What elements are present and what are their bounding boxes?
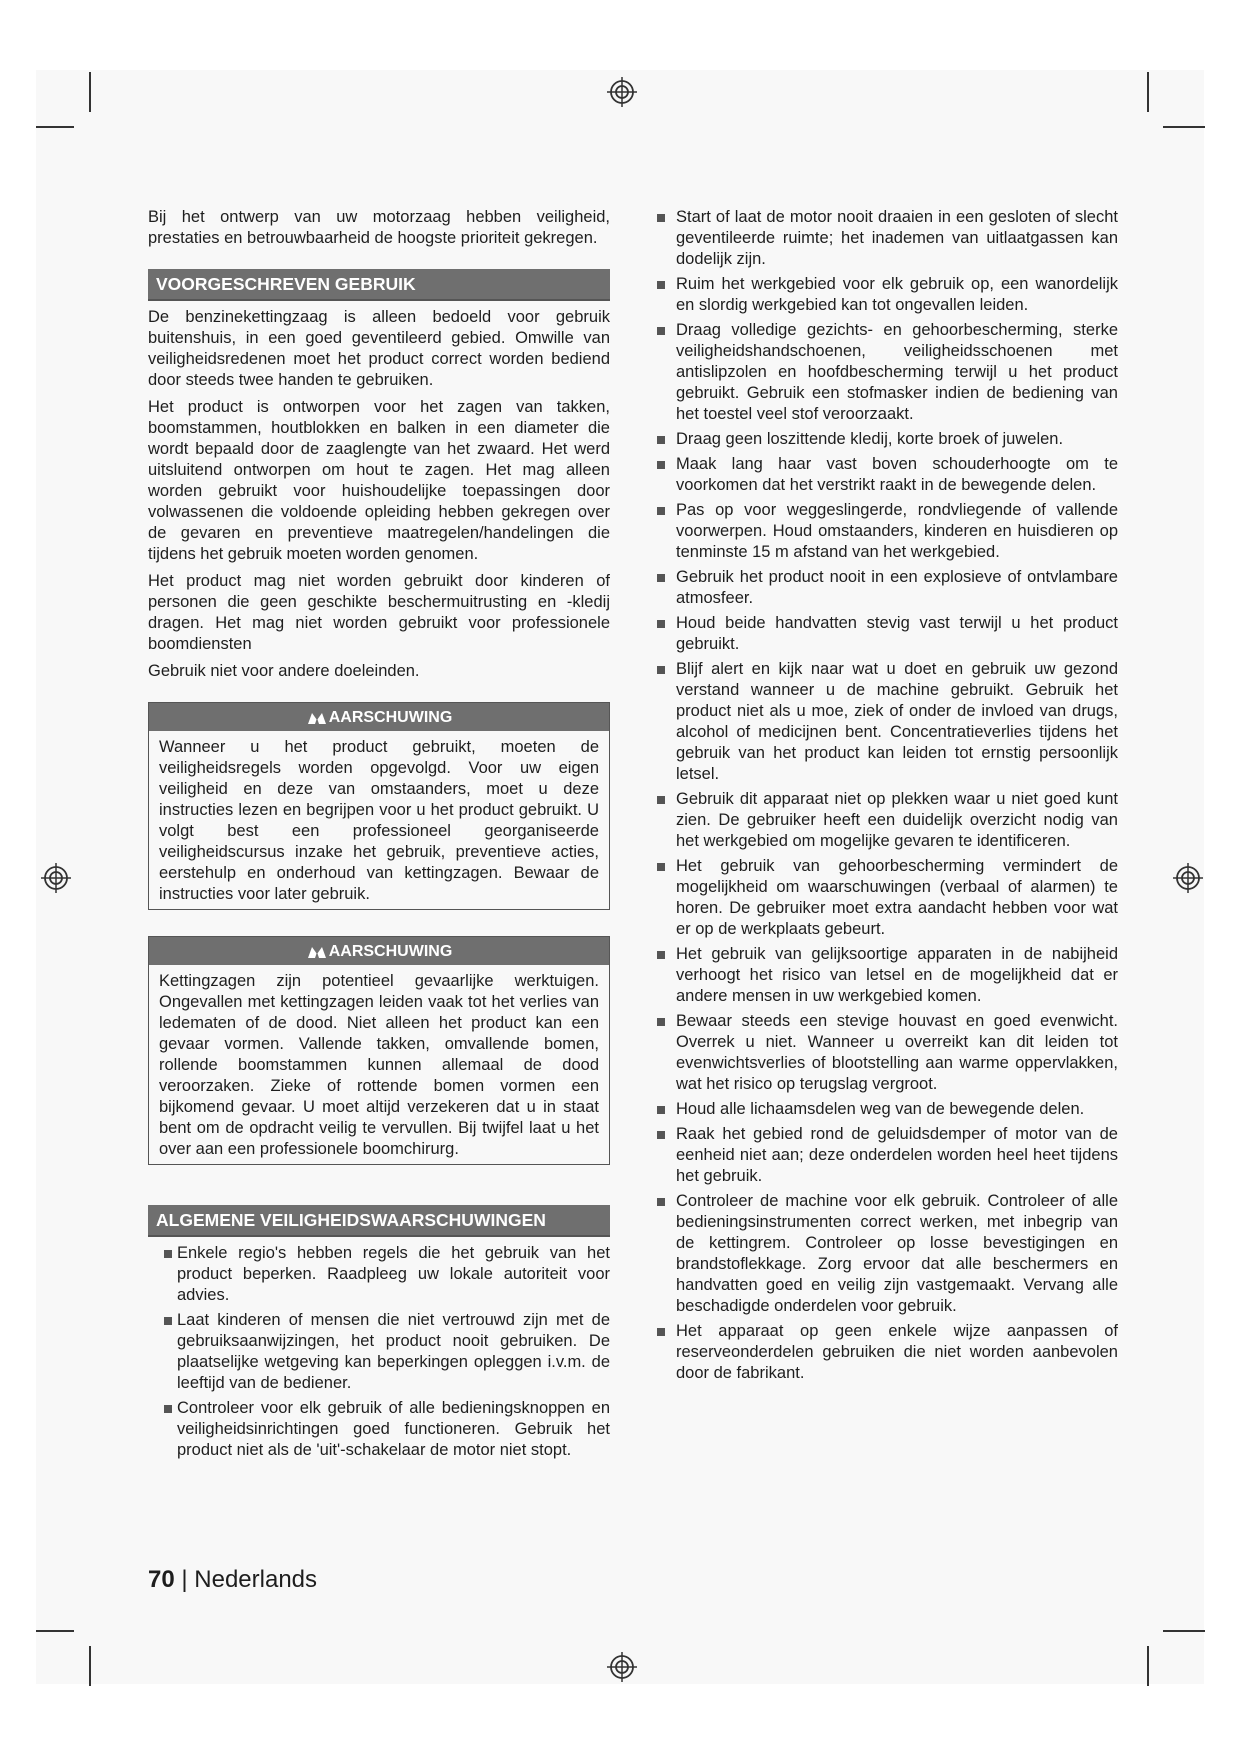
section-heading-intended-use: VOORGESCHREVEN GEBRUIK [148,269,610,301]
list-item-text: Gebruik dit apparaat niet op plekken waar u niet goed kunt zien. De gebruiker heeft een duidelijk overzicht nodig van het werkgebied om mogelijke gevaren te identificeren. [676,790,1118,850]
list-item [656,207,1118,270]
bullet-square-icon [657,281,665,289]
registration-mark-icon [1173,863,1203,893]
crop-mark [1163,126,1205,128]
safety-list [656,207,1118,1384]
warning-title-text: AARSCHUWING [328,942,453,960]
list-item [656,500,1118,563]
general-safety-list [148,1243,610,1461]
list-item [656,567,1118,609]
bullet-square-icon [657,1328,665,1336]
bullet-square-icon [657,951,665,959]
list-item [656,613,1118,655]
crop-mark [36,1630,74,1632]
crop-mark [89,1646,91,1686]
list-item-text: Laat kinderen of mensen die niet vertrouwd zijn met de gebruiksaanwijzingen, het product nooit gebruiken. De plaatselijke wetgeving kan beperkingen opleggen i.v.m. de leeftijd van de bediener. [177,1311,610,1392]
bullet-square-icon [657,461,665,469]
list-item-text: Ruim het werkgebied voor elk gebruik op, een wanordelijk en slordig werkgebied kan tot ongevallen leiden. [676,275,1118,314]
warning-title-text: AARSCHUWING [328,708,453,726]
list-item-text: Blijf alert en kijk naar wat u doet en gebruik uw gezond verstand wanneer u de machine gebruikt. Gebruik het product niet als u moe, ziek of onder de invloed van drugs, alcohol of medicijnen bent. Concentratieverlies tijdens het gebruik van het product kan leiden tot ernstig persoonlijk letsel. [676,660,1118,783]
list-item [656,429,1118,450]
paragraph: Gebruik niet voor andere doeleinden. [148,662,420,680]
bullet-square-icon [657,1131,665,1139]
list-item [656,659,1118,785]
warning-box [148,936,610,1165]
list-item-text: Controleer de machine voor elk gebruik. Controleer of alle bedieningsinstrumenten correct werken, met inbegrip van de kettingrem. Controleer op losse bevestigingen en brandstoflekkage. Zorg ervoor dat alle beschermers en handvatten goed en veilig zijn vastgemaakt. Vervang alle beschadigde onderdelen voor gebruik. [676,1192,1118,1315]
bullet-square-icon [657,507,665,515]
list-item [656,1191,1118,1317]
list-item-text: Controleer voor elk gebruik of alle bedieningsknoppen en veiligheidsinrichtingen goed functioneren. Gebruik het product niet als de 'uit'-schakelaar de motor niet stopt. [177,1399,610,1459]
list-item-text: Draag geen loszittende kledij, korte broek of juwelen. [676,430,1064,448]
list-item [656,1099,1118,1120]
list-item-text: Pas op voor weggeslingerde, rondvliegende of vallende voorwerpen. Houd omstaanders, kinderen en huisdieren op tenminste 15 m afstand van het werkgebied. [676,501,1118,561]
bullet-square-icon [164,1317,172,1325]
list-item-text: Enkele regio's hebben regels die het gebruik van het product beperken. Raadpleeg uw lokale autoriteit voor advies. [177,1244,610,1304]
list-item [148,1398,610,1461]
right-column [656,207,1118,1388]
crop-mark [1147,72,1149,112]
crop-mark [1163,1630,1205,1632]
page-number: 70 [148,1566,175,1593]
footer-separator: | [181,1566,188,1593]
warning-triangle-icon [306,709,328,725]
warning-body [149,731,609,909]
left-column [148,207,610,1465]
list-item-text: Draag volledige gezichts- en gehoorbescherming, sterke veiligheidshandschoenen, veiligheidsschoenen met antislipzolen en hoofdbescherming terwijl u het product gebruikt. Gebruik een stofmasker indien de bediening van het toestel veel stof veroorzaakt. [676,321,1118,423]
bullet-square-icon [657,620,665,628]
list-item [148,1243,610,1306]
bullet-square-icon [657,327,665,335]
bullet-square-icon [657,214,665,222]
list-item [656,789,1118,852]
bullet-square-icon [657,863,665,871]
crop-mark [89,72,91,112]
warning-text: Kettingzagen zijn potentieel gevaarlijke werktuigen. Ongevallen met kettingzagen leiden vaak tot het verlies van ledematen of de dood. Niet alleen het product kan een gevaar vormen. Vallende takken, omvallende bomen, rollende boomstammen kunnen allemaal de dood veroorzaken. Zieke of rottende bomen vormen een bijkomend gevaar. U moet altijd verzekeren dat u in staat bent om de opdracht veilig te vervullen. Bij twijfel laat u het over aan een professionele boomchirurg. [159,972,599,1158]
list-item [656,274,1118,316]
registration-mark-icon [41,863,71,893]
paragraph: Het product is ontworpen voor het zagen van takken, boomstammen, houtblokken en balken in een diameter die wordt bepaald door de zaaglengte van het zwaard. Het werd uitsluitend ontworpen om hout te zagen. Het mag alleen worden gebruikt voor huishoudelijke toepassingen door volwassenen die voldoende opleiding hebben gekregen over de gevaren en preventieve maatregelen/handelingen die tijdens het gebruik moeten worden genomen. [148,398,610,563]
footer-language: Nederlands [194,1566,318,1593]
bullet-square-icon [657,666,665,674]
list-item [656,454,1118,496]
bullet-square-icon [657,436,665,444]
list-item [656,856,1118,940]
list-item-text: Bewaar steeds een stevige houvast en goed evenwicht. Overrek u niet. Wanneer u overreikt kan dit leiden tot evenwichtsverlies of blootstelling aan warme oppervlakken, wat het risico op terugslag vergroot. [676,1012,1118,1093]
paragraph: De benzinekettingzaag is alleen bedoeld voor gebruik buitenshuis, in een goed geventileerd gebied. Omwille van veiligheidsredenen moet het product correct worden bediend door steeds twee handen te gebruiken. [148,308,610,389]
warning-body [149,965,609,1164]
paragraph: Het product mag niet worden gebruikt door kinderen of personen die geen geschikte beschermuitrusting en -kledij dragen. Het mag niet worden gebruikt voor professionele boomdiensten [148,572,610,653]
list-item-text: Start of laat de motor nooit draaien in een gesloten of slecht geventileerde ruimte; het inademen van uitlaatgassen kan dodelijk zijn. [676,208,1118,268]
registration-mark-icon [607,1652,637,1682]
section-heading-general-safety: ALGEMENE VEILIGHEIDSWAARSCHUWINGEN [148,1205,610,1237]
list-item-text: Maak lang haar vast boven schouderhoogte om te voorkomen dat het verstrikt raakt in de bewegende delen. [676,455,1118,494]
list-item [656,1011,1118,1095]
warning-box [148,702,610,910]
list-item-text: Het gebruik van gelijksoortige apparaten in de nabijheid verhoogt het risico van letsel en de mogelijkheid dat er andere mensen in uw werkgebied komen. [676,945,1118,1005]
list-item-text: Het gebruik van gehoorbescherming vermindert de mogelijkheid om waarschuwingen (verbaal of alarmen) te horen. De gebruiker moet extra aandacht hebben voor wat er op de werkplaats gebeurt. [676,857,1118,938]
bullet-square-icon [164,1405,172,1413]
list-item [656,1124,1118,1187]
registration-mark-icon [607,77,637,107]
list-item-text: Raak het gebied rond de geluidsdemper of motor van de eenheid niet aan; deze onderdelen worden heel heet tijdens het gebruik. [676,1125,1118,1185]
warning-title [149,937,609,965]
bullet-square-icon [657,1198,665,1206]
list-item [656,320,1118,425]
warning-triangle-icon [306,943,328,959]
list-item [656,944,1118,1007]
bullet-square-icon [164,1250,172,1258]
bullet-square-icon [657,1106,665,1114]
list-item-text: Houd alle lichaamsdelen weg van de bewegende delen. [676,1100,1085,1118]
bullet-square-icon [657,1018,665,1026]
bullet-square-icon [657,574,665,582]
list-item-text: Houd beide handvatten stevig vast terwijl u het product gebruikt. [676,614,1118,653]
crop-mark [1147,1646,1149,1686]
warning-title [149,703,609,731]
list-item [148,1310,610,1394]
list-item [656,1321,1118,1384]
list-item-text: Gebruik het product nooit in een explosieve of ontvlambare atmosfeer. [676,568,1118,607]
crop-mark [36,126,74,128]
bullet-square-icon [657,796,665,804]
list-item-text: Het apparaat op geen enkele wijze aanpassen of reserveonderdelen gebruiken die niet worden aanbevolen door de fabrikant. [676,1322,1118,1382]
intro-paragraph: Bij het ontwerp van uw motorzaag hebben veiligheid, prestaties en betrouwbaarheid de hoogste prioriteit gekregen. [148,208,610,247]
warning-text: Wanneer u het product gebruikt, moeten de veiligheidsregels worden opgevolgd. Voor uw eigen veiligheid en deze van omstaanders, moet u deze instructies lezen en begrijpen voor u het product gebruikt. U volgt best een professioneel georganiseerde veiligheidscursus inzake het gebruik, preventieve acties, eerstehulp en onderhoud van kettingzagen. Bewaar de instructies voor later gebruik. [159,738,599,903]
page-footer [148,1566,317,1594]
